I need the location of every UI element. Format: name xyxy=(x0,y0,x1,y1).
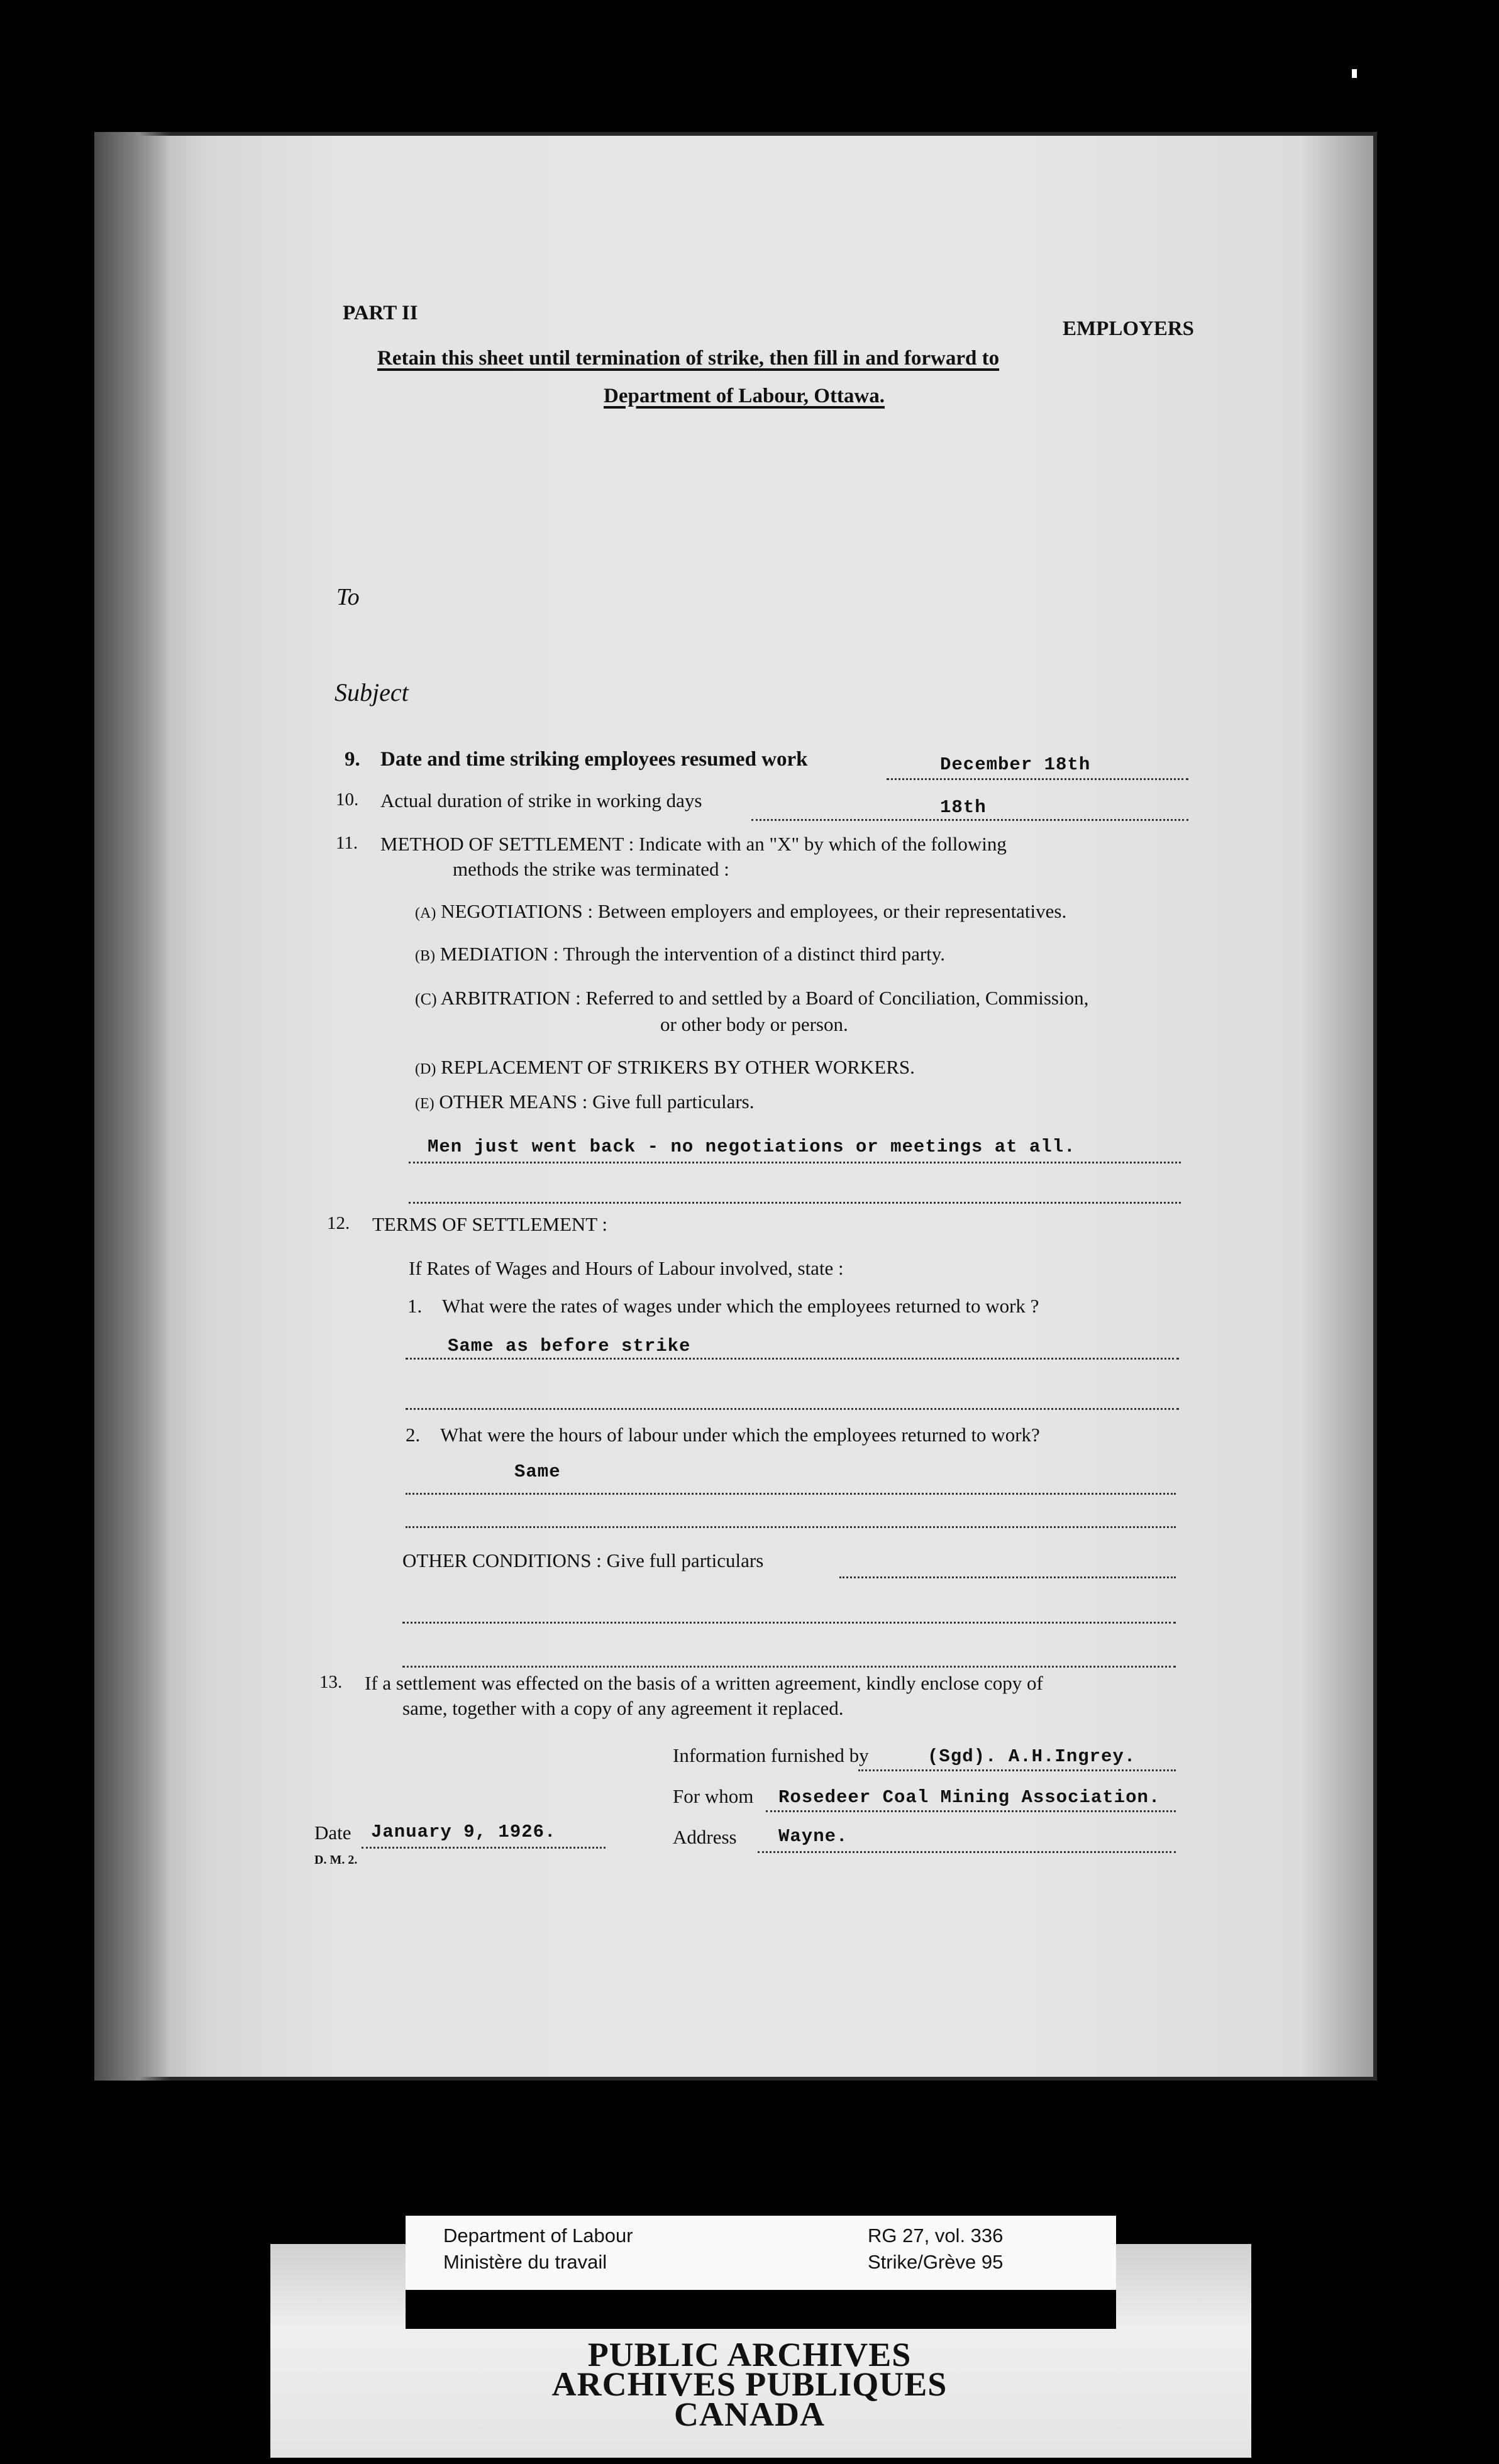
q11-answer-line-1 xyxy=(409,1162,1181,1163)
archive-stamp-line-1: PUBLIC ARCHIVES xyxy=(587,2336,912,2373)
q11-label-2: methods the strike was terminated : xyxy=(453,858,729,880)
archive-reference-card xyxy=(406,2216,1116,2290)
date-line xyxy=(362,1847,606,1849)
q12-sub2-line-2 xyxy=(406,1526,1176,1528)
option-c xyxy=(415,987,1088,1009)
option-c-key: (C) xyxy=(415,990,437,1008)
option-d xyxy=(415,1056,915,1079)
option-c-text: Referred to and settled by a Board of Conciliation, Commission, xyxy=(585,987,1089,1009)
q12-sub2-label: What were the hours of labour under which the employees returned to work? xyxy=(440,1424,1040,1446)
q9-label: Date and time striking employees resumed work xyxy=(380,748,808,771)
info-furnished-line xyxy=(858,1769,1176,1771)
date-value: January 9, 1926. xyxy=(371,1822,556,1842)
q9-answer-line xyxy=(887,778,1188,780)
for-whom-value: Rosedeer Coal Mining Association. xyxy=(778,1787,1161,1808)
option-e xyxy=(415,1091,755,1113)
option-c-title: ARBITRATION : xyxy=(440,987,581,1009)
archive-stamp-line-3: CANADA xyxy=(674,2395,825,2433)
option-b-key: (B) xyxy=(415,948,435,964)
date-label: Date xyxy=(314,1822,351,1844)
q10-number: 10. xyxy=(336,789,359,810)
option-a-key: (A) xyxy=(415,905,436,921)
address-value: Wayne. xyxy=(778,1826,848,1847)
dept-french: Ministère du travail xyxy=(443,2251,607,2273)
form-code: D. M. 2. xyxy=(314,1853,358,1867)
subject-label: Subject xyxy=(335,678,409,707)
other-conditions-line-2 xyxy=(402,1622,1176,1624)
address-label: Address xyxy=(673,1826,737,1848)
for-whom-label: For whom xyxy=(673,1785,754,1807)
q12-sub1-label: What were the rates of wages under which the employees returned to work ? xyxy=(442,1295,1039,1317)
other-conditions-line-3 xyxy=(402,1666,1176,1668)
q12-number: 12. xyxy=(327,1213,350,1233)
q12-sub2-number: 2. xyxy=(406,1424,421,1446)
info-furnished-label: Information furnished by xyxy=(673,1744,869,1766)
dept-english: Department of Labour xyxy=(443,2225,633,2247)
q11-number: 11. xyxy=(336,833,358,853)
instruction-line-1: Retain this sheet until termination of strike, then fill in and forward to xyxy=(377,347,1000,370)
q11-answer-line-2 xyxy=(409,1202,1181,1204)
other-conditions-line-1 xyxy=(839,1576,1176,1578)
q10-label: Actual duration of strike in working days xyxy=(380,789,702,811)
q9-answer: December 18th xyxy=(940,754,1091,775)
option-a xyxy=(415,900,1066,923)
other-conditions-label: OTHER CONDITIONS : Give full particulars xyxy=(402,1549,764,1571)
option-d-key: (D) xyxy=(415,1061,436,1077)
info-furnished-value: (Sgd). A.H.Ingrey. xyxy=(927,1746,1136,1767)
q12-label: TERMS OF SETTLEMENT : xyxy=(372,1213,608,1235)
option-e-text: Give full particulars. xyxy=(592,1091,755,1113)
q13-number: 13. xyxy=(319,1672,343,1692)
part-label: PART II xyxy=(343,302,418,324)
q11-label: METHOD OF SETTLEMENT : Indicate with an "X" by which of the following xyxy=(380,833,1007,855)
q12-intro: If Rates of Wages and Hours of Labour involved, state : xyxy=(409,1257,844,1279)
category-label: EMPLOYERS xyxy=(1063,317,1195,340)
archive-stamp-line-2: ARCHIVES PUBLIQUES xyxy=(551,2365,948,2403)
option-a-text: Between employers and employees, or their representatives. xyxy=(597,900,1067,922)
q10-answer: 18th xyxy=(940,797,987,818)
for-whom-line xyxy=(766,1810,1176,1812)
option-b-text: Through the intervention of a distinct third party. xyxy=(563,943,946,965)
q12-sub2-line-1 xyxy=(406,1493,1176,1495)
sheet-shadow xyxy=(94,132,170,2081)
option-a-title: NEGOTIATIONS : xyxy=(441,900,594,922)
q10-answer-line xyxy=(751,819,1188,821)
option-b xyxy=(415,943,945,965)
option-b-title: MEDIATION : xyxy=(440,943,559,965)
q12-sub2-answer: Same xyxy=(514,1461,561,1482)
q12-sub1-answer: Same as before strike xyxy=(448,1336,691,1356)
q11-answer: Men just went back - no negotiations or meetings at all. xyxy=(428,1136,1076,1157)
to-label: To xyxy=(336,584,360,610)
address-line xyxy=(758,1851,1176,1853)
q12-sub1-number: 1. xyxy=(407,1295,423,1317)
option-e-title: OTHER MEANS : xyxy=(439,1091,588,1113)
option-d-title: REPLACEMENT OF STRIKERS BY OTHER WORKERS. xyxy=(441,1056,915,1078)
strike-ref: Strike/Grève 95 xyxy=(868,2251,1004,2273)
record-group-ref: RG 27, vol. 336 xyxy=(868,2225,1004,2247)
q13-text: If a settlement was effected on the basis of a written agreement, kindly enclose copy of xyxy=(365,1672,1043,1694)
option-e-key: (E) xyxy=(415,1096,434,1112)
q13-text-2: same, together with a copy of any agreement it replaced. xyxy=(402,1697,844,1719)
instruction-line-2: Department of Labour, Ottawa. xyxy=(604,385,885,407)
q12-sub1-line-1 xyxy=(406,1358,1179,1360)
q9-number: 9. xyxy=(345,748,360,771)
option-c-text-2: or other body or person. xyxy=(660,1013,848,1035)
film-mark xyxy=(1352,69,1357,78)
q12-sub1-line-2 xyxy=(406,1408,1179,1410)
